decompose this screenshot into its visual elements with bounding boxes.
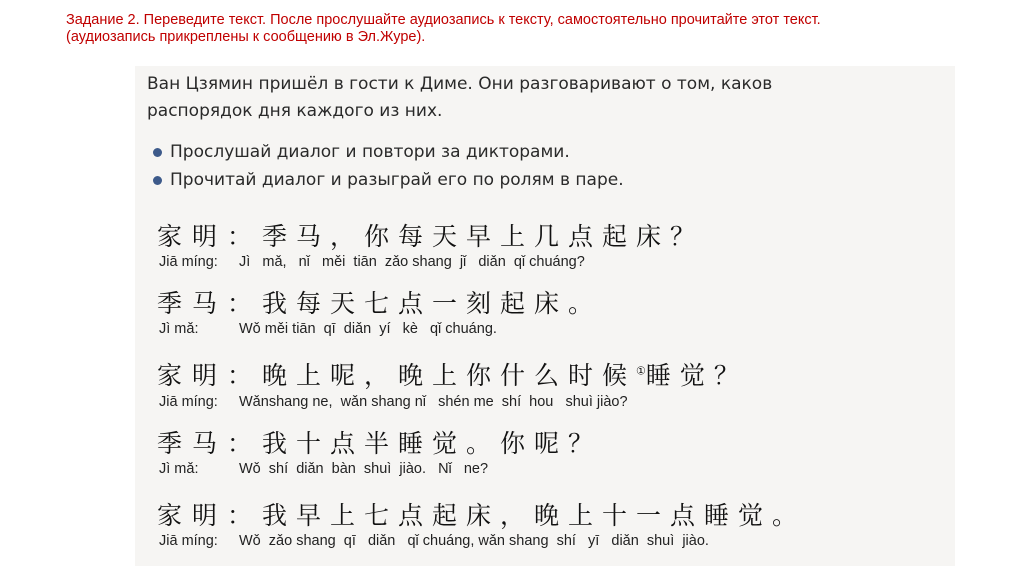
task-header-line-1: Задание 2. Переведите текст. После прослушайте аудиозапись к тексту, самостоятельно прочитайте этот текст. [66,12,821,28]
dialog-line-pinyin [159,321,497,337]
bullet-icon [153,148,162,157]
dialog-text-pinyin: Jì mǎ, nǐ měi tiān zǎo shang jǐ diǎn qǐ chuáng? [239,254,585,270]
dialog-line-hanzi [157,424,602,460]
task-header-line-2: (аудиозапись прикреплены к сообщению в Эл.Журе). [66,29,426,45]
intro-line-1: Ван Цзямин пришёл в гости к Диме. Они разговаривают о том, каков [147,74,773,94]
speaker-pinyin: Jiā míng: [159,533,218,549]
dialog-text-pinyin: Wǒ zǎo shang qī diǎn qǐ chuáng, wǎn shang shí yī diǎn shuì jiào. [239,533,709,549]
instruction-item [153,170,624,190]
dialog-text-hanzi-tail: 睡觉？ [645,361,748,390]
speaker-pinyin: Jiā míng: [159,254,218,270]
dialog-line-pinyin [159,461,488,477]
speaker-pinyin: Jì mǎ: [159,321,199,337]
intro-line-2: распорядок дня каждого из них. [147,101,443,121]
dialog-line-hanzi [157,356,748,392]
textbook-page-image [135,66,955,566]
dialog-text-hanzi: 我每天七点一刻起床。 [262,289,603,318]
instruction-text: Прочитай диалог и разыграй его по ролям в паре. [170,170,624,190]
footnote-marker: ① [636,364,646,378]
speaker-hanzi: 家明： [157,222,263,251]
speaker-pinyin: Jì mǎ: [159,461,199,477]
speaker-hanzi: 家明： [157,501,263,530]
speaker-hanzi: 季马： [157,429,263,458]
instruction-item [153,142,570,162]
dialog-text-pinyin: Wǒ shí diǎn bàn shuì jiào. Nǐ ne? [239,461,489,477]
dialog-line-pinyin [159,533,709,549]
bullet-icon [153,176,162,185]
dialog-line-pinyin [159,394,628,410]
speaker-hanzi: 季马： [157,289,263,318]
dialog-line-hanzi [157,496,806,532]
dialog-text-pinyin: Wǎnshang ne, wǎn shang nǐ shén me shí hou shuì jiào? [239,394,628,410]
intro-paragraph [147,71,772,125]
instruction-text: Прослушай диалог и повтори за дикторами. [170,142,570,162]
dialog-line-hanzi [157,217,704,253]
dialog-text-hanzi: 我十点半睡觉。你呢？ [262,429,603,458]
dialog-text-hanzi: 季马，你每天早上几点起床？ [262,222,705,251]
speaker-hanzi: 家明： [157,361,263,390]
speaker-pinyin: Jiā míng: [159,394,218,410]
dialog-line-hanzi [157,284,602,320]
dialog-text-hanzi: 我早上七点起床，晚上十一点睡觉。 [262,501,807,530]
dialog-line-pinyin [159,254,585,270]
dialog-text-pinyin: Wǒ měi tiān qī diǎn yí kè qǐ chuáng. [239,321,497,337]
dialog-text-hanzi: 晚上呢，晚上你什么时候 [262,361,637,390]
task-header [66,12,966,46]
